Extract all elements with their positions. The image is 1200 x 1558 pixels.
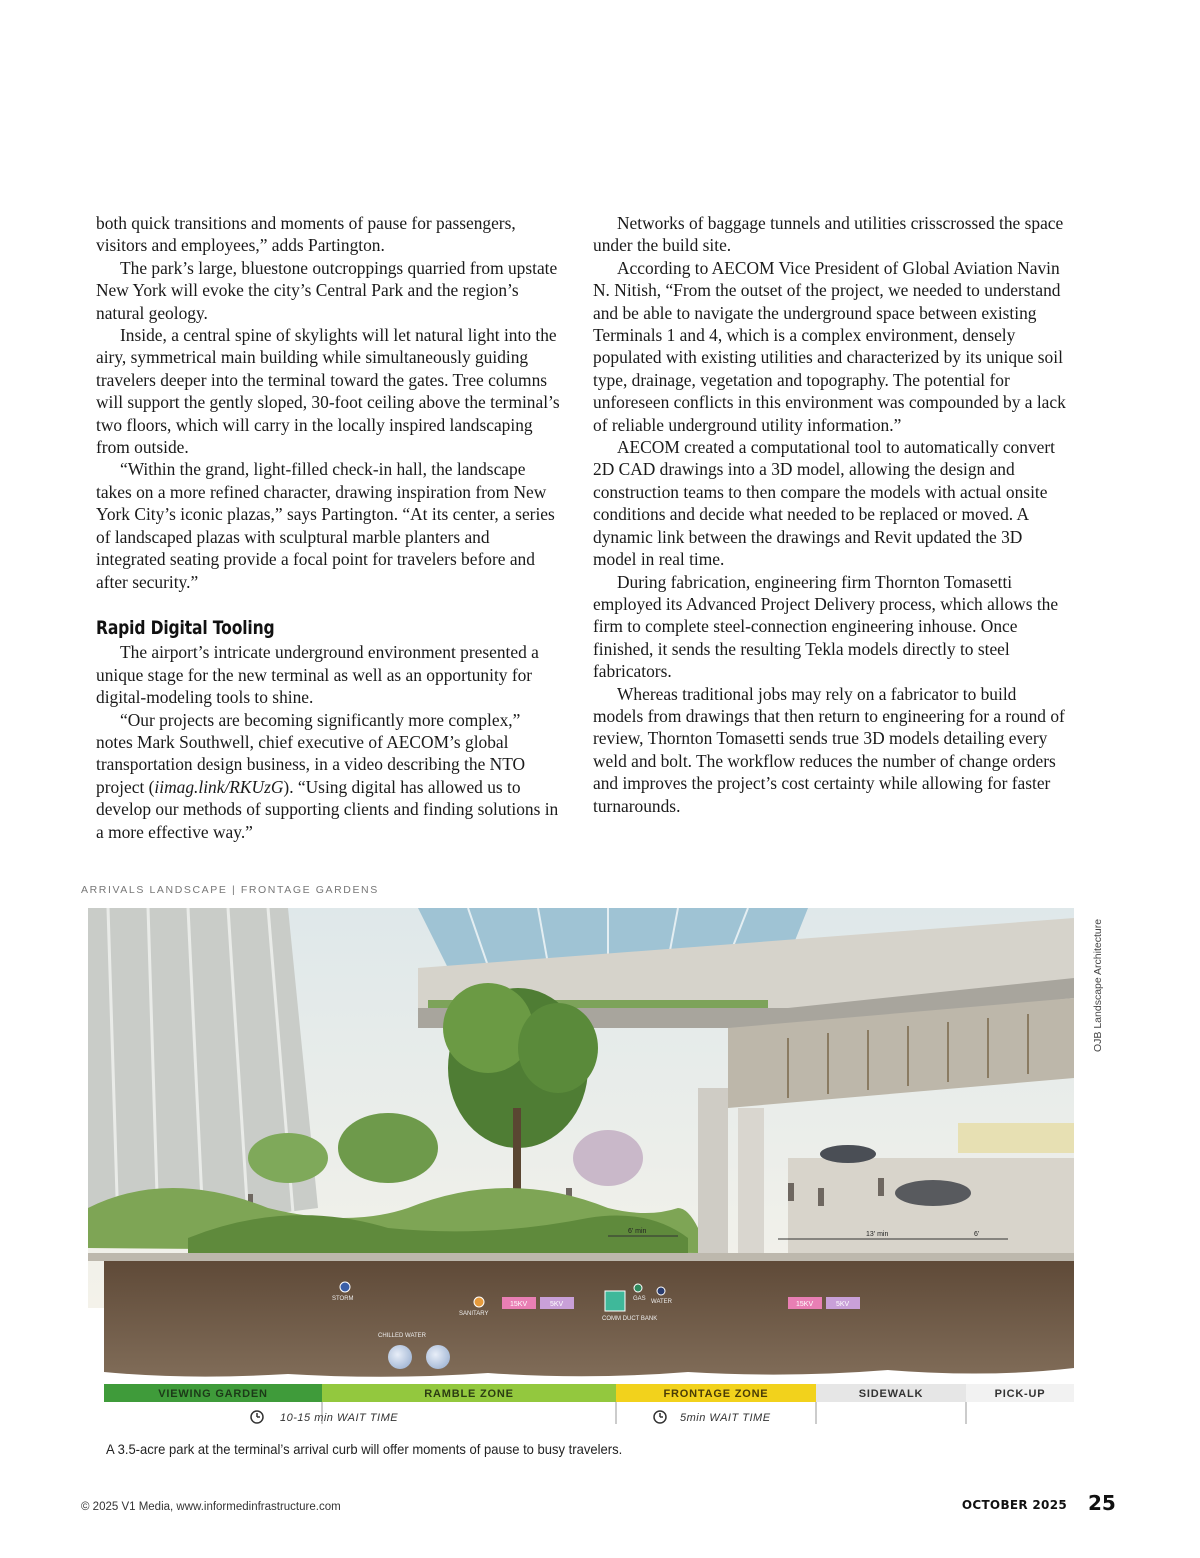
dimension-label: 6' [974, 1231, 980, 1238]
paragraph: Inside, a central spine of skylights will let natural light into the airy, symmetrical main building while simultaneously guiding travelers deeper into the terminal toward the gates. Tree columns will support the gently sloped, 30-foot ceiling above the terminal’s two floors, which will carry in the locally inspired landscaping from outside. [96, 325, 560, 458]
paragraph: During fabrication, engineering firm Thornton Tomasetti employed its Advanced Project Delivery process, which allows the firm to complete steel-connection engineering inhouse. Once finished, it sends the resulting Tekla models directly to steel fabricators. [593, 571, 1059, 682]
utility-label: STORM [332, 1296, 354, 1302]
utility-label: 5KV [836, 1301, 850, 1308]
paragraph: Networks of baggage tunnels and utilities crisscrossed the space under the build site. [593, 213, 1064, 256]
paragraph: both quick transitions and moments of pause for passengers, visitors and employees,” adds Partington. [96, 213, 516, 256]
video-link[interactable]: iimag.link/RKUzG [154, 776, 284, 797]
paving [88, 1253, 1074, 1261]
clock-icon [251, 1411, 263, 1423]
paragraph: AECOM created a computational tool to automatically convert 2D CAD drawings into a 3D model, allowing the design and construction teams to then compare the models with actual onsite conditions and decide what needed to be replaced or moved. A dynamic link between the drawings and Revit updated the 3D model in real time. [593, 437, 1056, 570]
zone-label: FRONTAGE ZONE [663, 1388, 769, 1400]
wait-time-label: 5min WAIT TIME [680, 1412, 771, 1424]
text-span: ). “Using digital has allowed us to develop our methods of supporting clients and finding solutions in a more effective way.” [96, 776, 559, 842]
paragraph [96, 709, 560, 843]
paragraph: “Within the grand, light-filled check-in hall, the landscape takes on a more refined character, drawing inspiration from New York City’s iconic plazas,” says Partington. “At its center, a series of landscaped plazas with sculptural marble planters and integrated seating provide a focal point for travelers before and after security.” [96, 459, 555, 592]
car [820, 1145, 876, 1163]
chilled-water-pipe-icon [388, 1345, 412, 1369]
utility-label: CHILLED WATER [378, 1333, 427, 1339]
dimension-label: 13' min [866, 1231, 889, 1238]
sanitary-pipe-icon [474, 1297, 484, 1307]
clock-icon [654, 1411, 666, 1423]
zone-label: VIEWING GARDEN [158, 1388, 268, 1400]
paragraph: According to AECOM Vice President of Global Aviation Navin N. Nitish, “From the outset of the project, we needed to understand and be able to navigate the underground space between existing Terminals 1 and 4, which is a complex environment, densely populated with existing utilities and characterized by its unique soil type, drainage, vegetation and topography. The potential for unforeseen conflicts in this environment was compounded by a lack of reliable underground utility information.” [593, 257, 1066, 435]
section-heading: Rapid Digital Tooling [96, 616, 275, 639]
footer-issue: OCTOBER 2025 [961, 1498, 1067, 1512]
utility-label: WATER [651, 1299, 672, 1305]
terminal-window [958, 1123, 1074, 1153]
soil-section [104, 1261, 1074, 1377]
utility-label: 15KV [510, 1301, 528, 1308]
storm-pipe-icon [340, 1282, 350, 1292]
chilled-water-pipe-icon [426, 1345, 450, 1369]
figure-label: ARRIVALS LANDSCAPE | FRONTAGE GARDENS [81, 884, 379, 896]
utility-label: SANITARY [459, 1311, 489, 1317]
paragraph: Whereas traditional jobs may rely on a fabricator to build models from drawings that then return to engineering for a round of review, Thornton Tomasetti sends true 3D models detailing every weld and bolt. The workflow reduces the number of change orders and improves the project’s cost certainty while allowing for faster turnarounds. [593, 683, 1065, 816]
footer-copyright: © 2025 V1 Media, www.informedinfrastructure.com [81, 1501, 341, 1513]
car [895, 1180, 971, 1206]
utility-label: COMM DUCT BANK [602, 1316, 658, 1322]
utility-label: 15KV [796, 1301, 814, 1308]
photo-credit [1080, 912, 1104, 1052]
section-illustration [88, 908, 1074, 1430]
zone-label: RAMBLE ZONE [424, 1388, 514, 1400]
figure-caption: A 3.5-acre park at the terminal’s arrival curb will offer moments of pause to busy travelers. [106, 1441, 623, 1457]
utility-label: 5KV [550, 1301, 564, 1308]
paragraph: The airport’s intricate underground environment presented a unique stage for the new terminal as well as an opportunity for digital-modeling tools to shine. [96, 642, 539, 708]
zone-label: SIDEWALK [858, 1388, 924, 1400]
glass-facade [88, 908, 318, 1238]
zone-label: PICK-UP [994, 1388, 1046, 1400]
comm-duct-bank [605, 1291, 625, 1311]
section-rendering-figure [88, 908, 1074, 1430]
photo-credit-text: OJB Landscape Architecture [1092, 918, 1104, 1052]
utility-label: GAS [633, 1296, 646, 1302]
paragraph: The park’s large, bluestone outcroppings quarried from upstate New York will evoke the city’s Central Park and the region’s natural geology. [96, 257, 558, 323]
water-pipe-icon [657, 1287, 665, 1295]
wait-time-label: 10-15 min WAIT TIME [280, 1412, 399, 1424]
text-span: “Our projects are becoming significantly more complex,” notes Mark Southwell, chief executive of AECOM’s global transportation design business, in a video describing the NTO project ( [96, 709, 526, 797]
article-left-column [96, 212, 560, 843]
page-number: 25 [1088, 1491, 1116, 1515]
zone-bar [104, 1384, 1074, 1424]
gas-pipe-icon [634, 1284, 642, 1292]
article-right-column [593, 212, 1068, 817]
dimension-label: 6' min [628, 1228, 647, 1235]
